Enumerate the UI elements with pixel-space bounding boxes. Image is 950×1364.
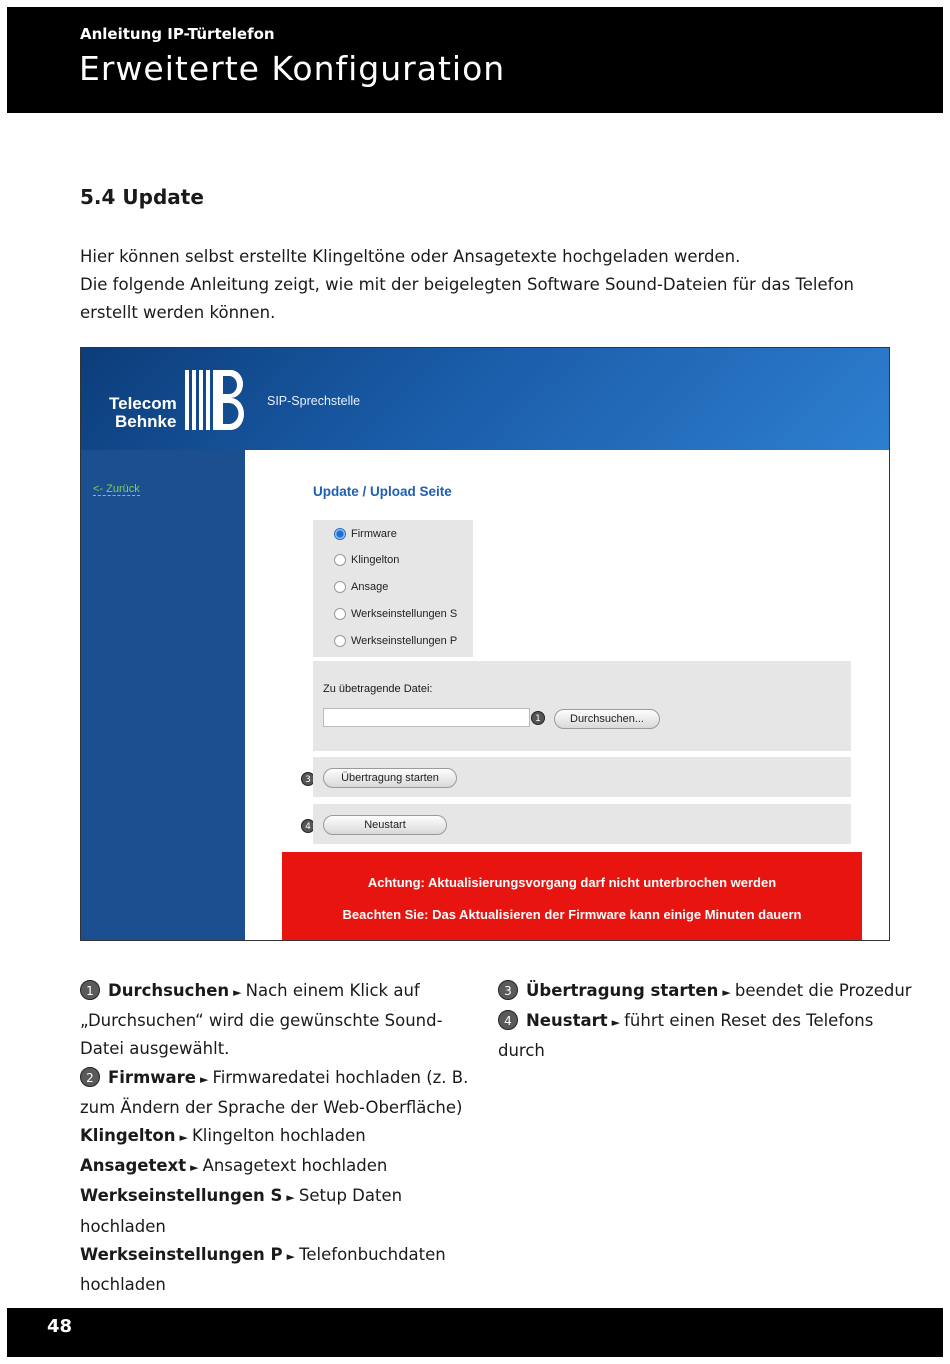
intro-line-1: Hier können selbst erstellte Klingeltöne oder Ansagetexte hochgeladen werden.	[80, 247, 741, 266]
company-logo-text: Telecom Behnke	[109, 394, 177, 431]
legend-item-werkseinstellungen-p: Werkseinstellungen P ► Telefonbuchdaten hochladen	[80, 1244, 446, 1295]
arrow-right-icon: ►	[190, 1161, 199, 1175]
marker-1: 1	[531, 711, 545, 725]
web-main-panel	[245, 450, 889, 940]
restart-button[interactable]: Neustart	[323, 815, 447, 835]
legend-item-ansagetext: Ansagetext ► Ansagetext hochladen	[80, 1156, 388, 1176]
web-interface-screenshot	[80, 347, 890, 941]
arrow-right-icon: ►	[199, 1072, 209, 1086]
arrow-right-icon: ►	[179, 1131, 188, 1145]
intro-text	[80, 243, 880, 327]
marker-4: 4	[301, 819, 315, 833]
intro-line-2: Die folgende Anleitung zeigt, wie mit der beigelegten Software Sound-Dateien für das Telefon erstellt werden können.	[80, 275, 855, 322]
file-path-input[interactable]	[323, 708, 530, 727]
warning-line-2: Beachten Sie: Das Aktualisieren der Firmware kann einige Minuten dauern	[342, 907, 802, 922]
legend-item-neustart: 4 Neustart ► führt einen Reset des Telefons durch	[498, 1011, 874, 1061]
arrow-right-icon: ►	[611, 1016, 621, 1030]
chapter-title: Erweiterte Konfiguration	[79, 49, 506, 88]
radio-icon[interactable]	[334, 581, 346, 593]
page-footer	[7, 1308, 943, 1357]
radio-icon[interactable]	[334, 635, 346, 647]
arrow-right-icon: ►	[286, 1249, 296, 1263]
legend-item-uebertragung: 3 Übertragung starten ► beendet die Prozedur	[498, 977, 918, 1007]
legend-item-firmware: 2 Firmware ► Firmwaredatei hochladen (z. B. zum Ändern der Sprache der Web-Oberfläche)	[80, 1067, 469, 1117]
app-name: SIP-Sprechstelle	[267, 394, 361, 408]
legend-right	[498, 977, 918, 1066]
page-header	[7, 7, 943, 113]
legend-item-durchsuchen: 1 Durchsuchen ► Nach einem Klick auf „Durchsuchen“ wird die gewünschte Sound- Datei ausgewählt.	[80, 981, 443, 1059]
page-number: 48	[47, 1316, 73, 1337]
arrow-right-icon: ►	[233, 986, 242, 999]
number-4-icon: 4	[498, 1010, 518, 1030]
upload-page-heading: Update / Upload Seite	[313, 484, 452, 499]
arrow-right-icon: ►	[286, 1191, 295, 1205]
marker-3: 3	[301, 772, 315, 786]
company-logo-icon	[185, 370, 243, 430]
warning-panel	[282, 852, 862, 940]
document-subtitle: Anleitung IP-Türtelefon	[80, 25, 275, 43]
web-sidebar	[81, 450, 245, 940]
start-transfer-button[interactable]: Übertragung starten	[323, 768, 457, 788]
web-header-banner	[81, 348, 889, 450]
section-title: 5.4 Update	[80, 185, 204, 209]
arrow-right-icon: ►	[722, 986, 731, 999]
start-transfer-section	[313, 757, 851, 797]
back-link[interactable]: <- Zurück	[93, 483, 140, 495]
radio-selected-icon[interactable]	[334, 528, 346, 540]
file-upload-section	[313, 661, 851, 751]
browse-button[interactable]: Durchsuchen...	[554, 709, 660, 729]
legend-item-werkseinstellungen-s: Werkseinstellungen S ► Setup Daten hochladen	[80, 1186, 403, 1236]
radio-icon[interactable]	[334, 554, 346, 566]
number-1-icon: 1	[80, 980, 100, 1000]
restart-section	[313, 804, 851, 844]
number-2-icon: 2	[80, 1067, 100, 1087]
upload-type-options: Firmware Klingelton Ansage Werkseinstellungen S Werkseinstellungen P	[313, 520, 473, 657]
radio-icon[interactable]	[334, 608, 346, 620]
warning-line-1: Achtung: Aktualisierungsvorgang darf nicht unterbrochen werden	[367, 875, 777, 890]
legend-left	[80, 977, 490, 1299]
file-field-label: Zu übetragende Datei:	[323, 683, 433, 695]
legend-item-klingelton: Klingelton ► Klingelton hochladen	[80, 1126, 366, 1146]
number-3-icon: 3	[498, 980, 518, 1000]
